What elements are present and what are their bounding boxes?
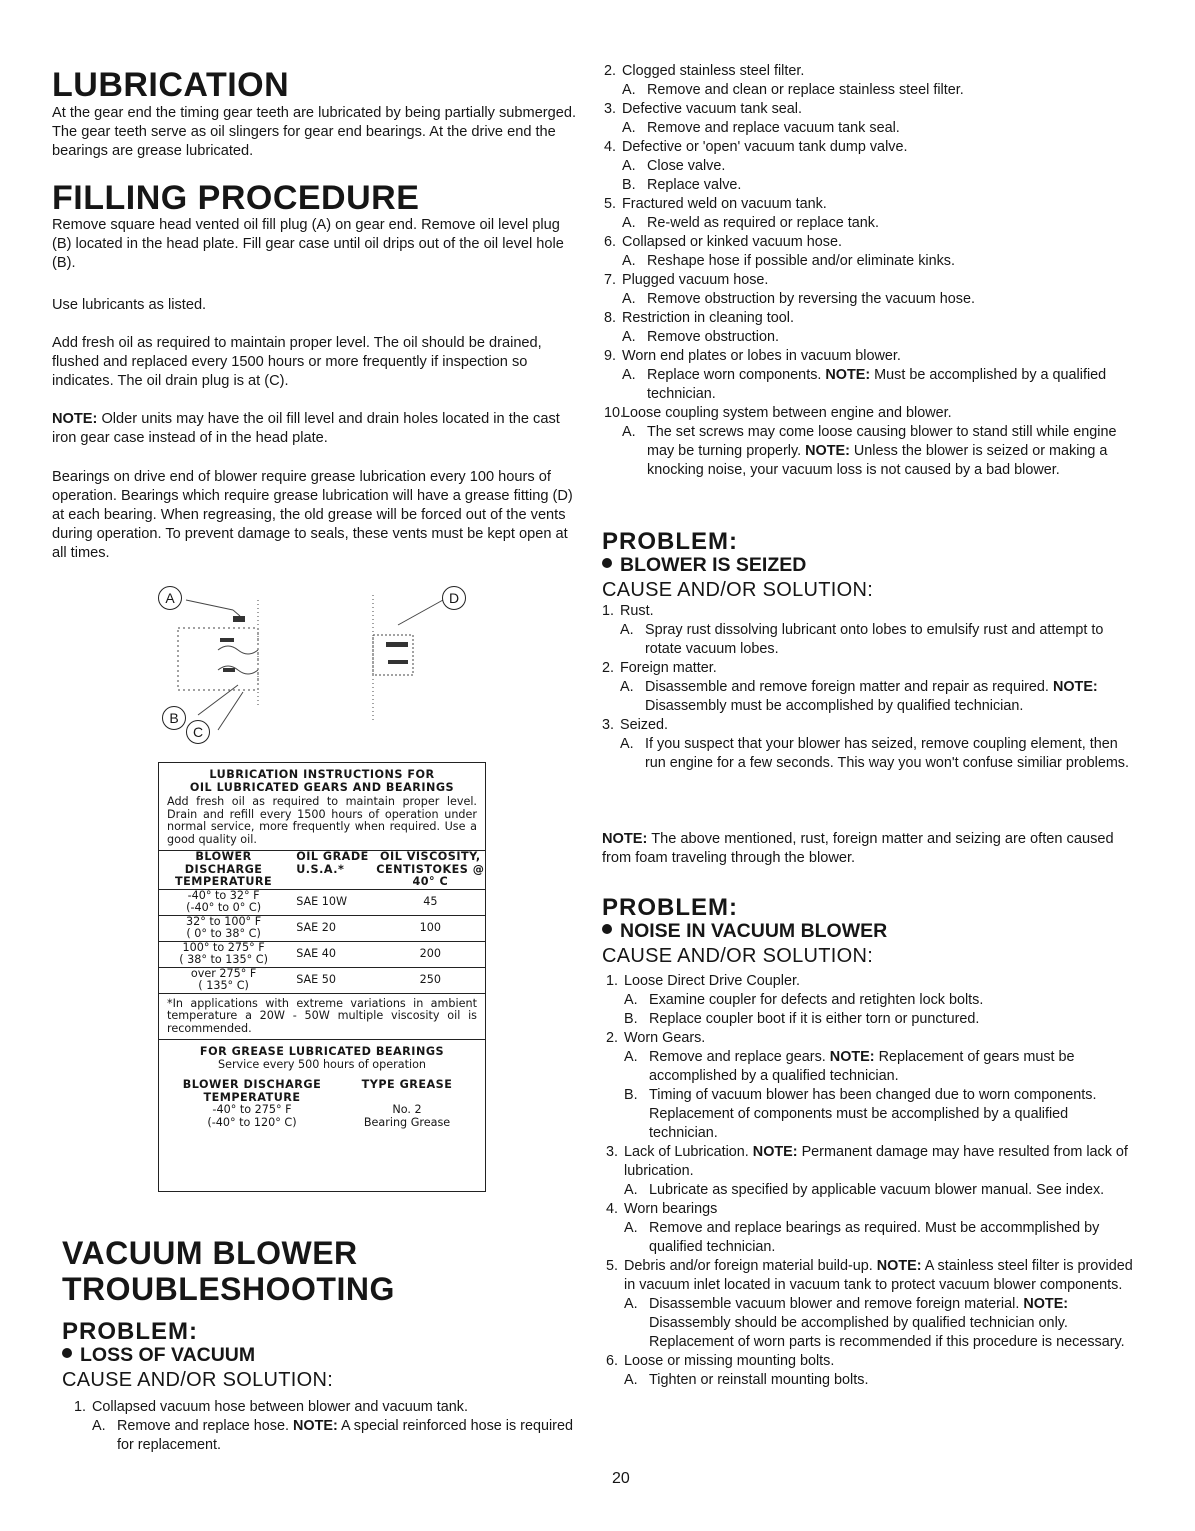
list-item [606, 1257, 1136, 1295]
grease-header-row [167, 1079, 477, 1104]
list-item-text: Fractured weld on vacuum tank. [622, 196, 827, 212]
list-item [604, 423, 1134, 480]
list-item-text: Rust. [620, 603, 654, 619]
problem-title-text: BLOWER IS SEIZED [620, 554, 807, 576]
list-item-marker: 2. [602, 660, 615, 676]
loss-list [74, 1398, 584, 1455]
list-item-marker: B. [624, 1087, 638, 1103]
bullet-icon [602, 924, 612, 934]
problem-title-seized [602, 556, 806, 576]
grease-temp-c: (-40° to 120° C) [207, 1115, 297, 1129]
list-item-text: Remove and replace gears. NOTE: Replacement of gears must be accomplished by a qualified technician. [649, 1049, 1075, 1084]
temp-f: 32° to 100° F [186, 914, 262, 928]
lubtable-hdr-temp: BLOWER DISCHARGE TEMPERATURE [175, 850, 273, 888]
lubtable-row [159, 889, 485, 915]
list-item [604, 347, 1134, 366]
list-item-text: Seized. [620, 717, 668, 733]
list-item-marker: 1. [74, 1399, 87, 1415]
filling-p5: Bearings on drive end of blower require grease lubrication every 100 hours of operation. Bearings which require grease lubrication will have a grease fitting (D) at each bearing. When regreasing, the old grease will be forced out of the vents during operation. To prevent damage to seals, these vents must be kept open at all times. [52, 469, 573, 561]
heading-line-2: TROUBLESHOOTING [62, 1271, 395, 1308]
problem-title-noise [602, 922, 887, 942]
lubtable-temp [159, 916, 288, 941]
list-item-text: Lack of Lubrication. NOTE: Permanent damage may have resulted from lack of lubrication. [624, 1144, 1128, 1179]
note-label: NOTE: [825, 367, 871, 383]
lubtable-desc: Add fresh oil as required to maintain proper level. Drain and refill every 1500 hours of operation under normal service, more frequently when required. Use a good quality oil. [167, 795, 477, 846]
lubtable-grade: SAE 10W [296, 894, 348, 908]
list-item [604, 328, 1134, 347]
problem-title-text: LOSS OF VACUUM [80, 1344, 256, 1366]
problem-label: PROBLEM: [62, 1318, 198, 1345]
list-item-text: Restriction in cleaning tool. [622, 310, 794, 326]
list-item [604, 100, 1134, 119]
list-item-marker: A. [622, 367, 636, 383]
list-item-marker: 4. [606, 1201, 619, 1217]
note-text: Older units may have the oil fill level and drain holes located in the cast iron gear case instead of in the head plate. [52, 411, 560, 446]
list-item-text: Worn Gears. [624, 1030, 706, 1046]
list-item-text: Remove obstruction by reversing the vacuum hose. [647, 291, 975, 307]
noise-list [606, 972, 1136, 1390]
temp-f: 100° to 275° F [182, 940, 265, 954]
list-item-marker: 3. [606, 1144, 619, 1160]
list-item-text: Replace coupler boot if it is either torn or punctured. [649, 1011, 980, 1027]
list-item-text: Replace worn components. NOTE: Must be accomplished by a qualified technician. [647, 367, 1107, 402]
list-item-marker: A. [622, 424, 636, 440]
lubtable-hdr-grade: OIL GRADE U.S.A.* [296, 850, 369, 876]
lubtable-visc: 250 [419, 972, 442, 986]
list-item-text: Re-weld as required or replace tank. [647, 215, 879, 231]
list-item [604, 252, 1134, 271]
lubtable-hdr-visc: OIL VISCOSITY, CENTISTOKES @ 40° C [376, 850, 485, 888]
list-item [606, 1295, 1136, 1352]
list-item-marker: A. [622, 215, 636, 231]
list-item-marker: B. [624, 1011, 638, 1027]
list-item [74, 1417, 584, 1455]
list-item-text: Reshape hose if possible and/or eliminate kinks. [647, 253, 955, 269]
note-label: NOTE: [52, 411, 98, 427]
list-item-marker: 6. [606, 1353, 619, 1369]
bullet-icon [602, 558, 612, 568]
list-item-marker: 3. [602, 717, 615, 733]
blower-diagram [158, 580, 488, 750]
note-text: The above mentioned, rust, foreign matter and seizing are often caused from foam traveling through the blower. [602, 831, 1114, 866]
note-label: NOTE: [805, 443, 850, 459]
list-item-marker: 3. [604, 101, 617, 117]
list-item-text: Collapsed vacuum hose between blower and vacuum tank. [92, 1399, 468, 1415]
grease-hdr-temp: BLOWER DISCHARGE TEMPERATURE [182, 1078, 322, 1104]
list-item-marker: 1. [602, 603, 615, 619]
list-item [602, 716, 1132, 735]
list-item [604, 176, 1134, 195]
lubtable-grease-section [159, 1039, 485, 1135]
filling-p3: Add fresh oil as required to maintain proper level. The oil should be drained, flushed and replaced every 1500 hours or more frequently if inspection so indicates. The oil drain plug is at (C). [52, 335, 542, 389]
list-item [606, 1181, 1136, 1200]
list-item-text: Clogged stainless steel filter. [622, 63, 805, 79]
list-item [604, 81, 1134, 100]
list-item-marker: A. [624, 1372, 638, 1388]
list-item-text: Remove and replace bearings as required. Must be accommplished by qualified technician. [649, 1220, 1100, 1255]
lubtable-row [159, 967, 485, 993]
problem-label: PROBLEM: [602, 528, 738, 555]
list-item [604, 157, 1134, 176]
list-item-text: Remove and replace hose. NOTE: A special reinforced hose is required for replacement. [117, 1418, 573, 1453]
cause-label: CAUSE AND/OR SOLUTION: [602, 579, 874, 601]
lubtable-grade: SAE 20 [296, 920, 337, 934]
lubtable-visc: 100 [419, 920, 442, 934]
note-label: NOTE: [876, 1258, 922, 1274]
list-item [604, 233, 1134, 252]
problem-title-loss [62, 1346, 255, 1366]
list-item-marker: A. [624, 992, 638, 1008]
cause-label: CAUSE AND/OR SOLUTION: [62, 1369, 334, 1391]
list-item-marker: A. [622, 158, 636, 174]
list-item-marker: A. [624, 1182, 638, 1198]
grease-hdr-type: TYPE GREASE [361, 1078, 453, 1091]
list-item-text: Defective or 'open' vacuum tank dump valve. [622, 139, 908, 155]
list-item-marker: 6. [604, 234, 617, 250]
list-item-marker: 2. [604, 63, 617, 79]
temp-f: over 275° F [190, 966, 257, 980]
list-item [604, 214, 1134, 233]
lubtable-temp [159, 968, 288, 993]
note-label: NOTE: [829, 1049, 875, 1065]
lubrication-table [158, 762, 486, 1192]
lubtable-visc: 200 [419, 946, 442, 960]
grease-temp [167, 1104, 337, 1129]
list-item [602, 602, 1132, 621]
page-number: 20 [612, 1470, 630, 1487]
problem-title-text: NOISE IN VACUUM BLOWER [620, 920, 888, 942]
list-item-text: Worn bearings [624, 1201, 718, 1217]
list-item-marker: 5. [604, 196, 617, 212]
list-item-text: If you suspect that your blower has seized, remove coupling element, then run engine for a few seconds. This way you won't confuse similiar problems. [645, 736, 1129, 771]
lubtable-temp [159, 942, 288, 967]
list-item [606, 1029, 1136, 1048]
list-item-text: Remove and replace vacuum tank seal. [647, 120, 900, 136]
callout-b: B [162, 706, 186, 730]
list-item [604, 138, 1134, 157]
list-item [604, 404, 1134, 423]
list-item-marker: 9. [604, 348, 617, 364]
grease-type [337, 1104, 477, 1129]
list-item-marker: A. [622, 329, 636, 345]
list-item-text: Replace valve. [647, 177, 742, 193]
list-item-text: Examine coupler for defects and retighten lock bolts. [649, 992, 984, 1008]
list-item [606, 1219, 1136, 1257]
list-item-text: Collapsed or kinked vacuum hose. [622, 234, 842, 250]
note-label: NOTE: [1052, 679, 1098, 695]
list-item-text: Loose or missing mounting bolts. [624, 1353, 835, 1369]
grease-title: FOR GREASE LUBRICATED BEARINGS [199, 1045, 445, 1058]
filling-p1: Remove square head vented oil fill plug (A) on gear end. Remove oil level plug (B) located in the head plate. Fill gear case until oil drips out of the oil level hole (B). [52, 217, 564, 271]
filling-p4 [52, 410, 580, 448]
list-item-text: Disassemble vacuum blower and remove foreign material. NOTE: Disassembly should be accomplished by qualified technician only. Replacement of worn parts is recommended if this procedure is necessary. [649, 1296, 1125, 1350]
callout-d: D [442, 586, 466, 610]
list-item [602, 621, 1132, 659]
lubrication-text: At the gear end the timing gear teeth are lubricated by being partially submerged. The gear teeth serve as oil slingers for gear end bearings. At the drive end the bearings are grease lubricated. [52, 105, 577, 159]
seized-list [602, 602, 1132, 773]
list-item-text: Debris and/or foreign material build-up. NOTE: A stainless steel filter is provided in vacuum inlet located in vacuum tank to protect vacuum blower components. [624, 1258, 1133, 1293]
list-item-text: Worn end plates or lobes in vacuum blower. [622, 348, 901, 364]
temp-c: ( 0° to 38° C) [186, 927, 261, 940]
callout-a: A [158, 586, 182, 610]
list-item [606, 1200, 1136, 1219]
list-item [606, 1086, 1136, 1143]
list-item-text: Loose Direct Drive Coupler. [624, 973, 800, 989]
list-item-text: Lubricate as specified by applicable vacuum blower manual. See index. [649, 1182, 1105, 1198]
list-item [604, 309, 1134, 328]
list-item [74, 1398, 584, 1417]
list-item-marker: A. [620, 736, 634, 752]
seized-note [602, 830, 1134, 868]
filling-p2: Use lubricants as listed. [52, 297, 207, 313]
grease-service: Service every 500 hours of operation [217, 1057, 427, 1071]
lubtable-row [159, 915, 485, 941]
list-item-text: Foreign matter. [620, 660, 717, 676]
list-item-marker: A. [622, 82, 636, 98]
list-item [606, 1048, 1136, 1086]
list-item-marker: A. [620, 622, 634, 638]
list-item-marker: A. [620, 679, 634, 695]
callout-c: C [186, 720, 210, 744]
temp-c: ( 38° to 135° C) [179, 953, 268, 966]
heading-line-1: VACUUM BLOWER [62, 1235, 358, 1271]
list-item [604, 62, 1134, 81]
grease-type-no: No. 2 [392, 1103, 422, 1116]
list-item-marker: 7. [604, 272, 617, 288]
note-label: NOTE: [602, 831, 648, 847]
grease-temp-f: -40° to 275° F [212, 1103, 292, 1116]
list-item-text: Close valve. [647, 158, 726, 174]
list-item-text: Plugged vacuum hose. [622, 272, 769, 288]
list-item-text: Timing of vacuum blower has been changed due to worn components. Replacement of components must be accomplished by a qualified technician. [649, 1087, 1097, 1141]
list-item [604, 366, 1134, 404]
lubtable-visc: 45 [423, 894, 438, 908]
temp-c: (-40° to 0° C) [186, 901, 262, 914]
list-item-text: Remove obstruction. [647, 329, 779, 345]
list-item [606, 991, 1136, 1010]
list-item [604, 195, 1134, 214]
lubtable-note: *In applications with extreme variations in ambient temperature a 20W - 50W multiple viscosity oil is recommended. [159, 993, 485, 1040]
list-item [604, 119, 1134, 138]
lubtable-row [159, 941, 485, 967]
lubtable-temp [159, 890, 288, 915]
lubtable-title-2: OIL LUBRICATED GEARS AND BEARINGS [189, 780, 455, 794]
list-item-marker: 5. [606, 1258, 619, 1274]
list-item [606, 1352, 1136, 1371]
list-item-marker: A. [92, 1418, 106, 1434]
lubtable-header-row [159, 850, 485, 889]
lubrication-heading: LUBRICATION [52, 66, 290, 104]
list-item-text: The set screws may come loose causing blower to stand still while engine may be turning properly. NOTE: Unless the blower is seized or making a knocking noise, your vacuum loss is not caused by a bad blower. [647, 424, 1117, 478]
list-item-marker: A. [624, 1049, 638, 1065]
list-item [602, 735, 1132, 773]
note-label: NOTE: [1023, 1296, 1069, 1312]
list-item-marker: A. [624, 1220, 638, 1236]
list-item-marker: A. [622, 291, 636, 307]
list-item-marker: 1. [606, 973, 619, 989]
list-item [606, 972, 1136, 991]
list-item-marker: 8. [604, 310, 617, 326]
list-item [606, 1371, 1136, 1390]
list-item [602, 678, 1132, 716]
list-item-marker: 2. [606, 1030, 619, 1046]
loss-list-continued [604, 62, 1134, 480]
list-item-marker: 4. [604, 139, 617, 155]
list-item-marker: B. [622, 177, 636, 193]
list-item-marker: 10. [604, 405, 625, 421]
troubleshooting-heading [62, 1235, 395, 1307]
filling-heading: FILLING PROCEDURE [52, 179, 420, 217]
problem-label: PROBLEM: [602, 894, 738, 921]
cause-label: CAUSE AND/OR SOLUTION: [602, 945, 874, 967]
grease-value-row [167, 1104, 477, 1129]
temp-f: -40° to 32° F [187, 888, 260, 902]
bullet-icon [62, 1348, 72, 1358]
lubtable-grade: SAE 50 [296, 972, 337, 986]
lubtable-grade: SAE 40 [296, 946, 337, 960]
list-item-text: Remove and clean or replace stainless steel filter. [647, 82, 964, 98]
list-item-text: Disassemble and remove foreign matter and repair as required. NOTE: Disassembly must be accomplished by qualified technician. [645, 679, 1098, 714]
temp-c: ( 135° C) [198, 979, 249, 992]
note-label: NOTE: [293, 1418, 338, 1434]
list-item-marker: A. [624, 1296, 638, 1312]
list-item-text: Spray rust dissolving lubricant onto lobes to emulsify rust and attempt to rotate vacuum lobes. [645, 622, 1104, 657]
list-item [604, 290, 1134, 309]
list-item [604, 271, 1134, 290]
list-item-text: Loose coupling system between engine and blower. [622, 405, 952, 421]
list-item-marker: A. [622, 120, 636, 136]
list-item [602, 659, 1132, 678]
grease-type-name: Bearing Grease [363, 1115, 451, 1129]
list-item-text: Tighten or reinstall mounting bolts. [649, 1372, 869, 1388]
note-label: NOTE: [752, 1144, 798, 1160]
list-item-marker: A. [622, 253, 636, 269]
list-item [606, 1010, 1136, 1029]
list-item-text: Defective vacuum tank seal. [622, 101, 802, 117]
lubtable-title-1: LUBRICATION INSTRUCTIONS FOR [209, 768, 435, 781]
list-item [606, 1143, 1136, 1181]
